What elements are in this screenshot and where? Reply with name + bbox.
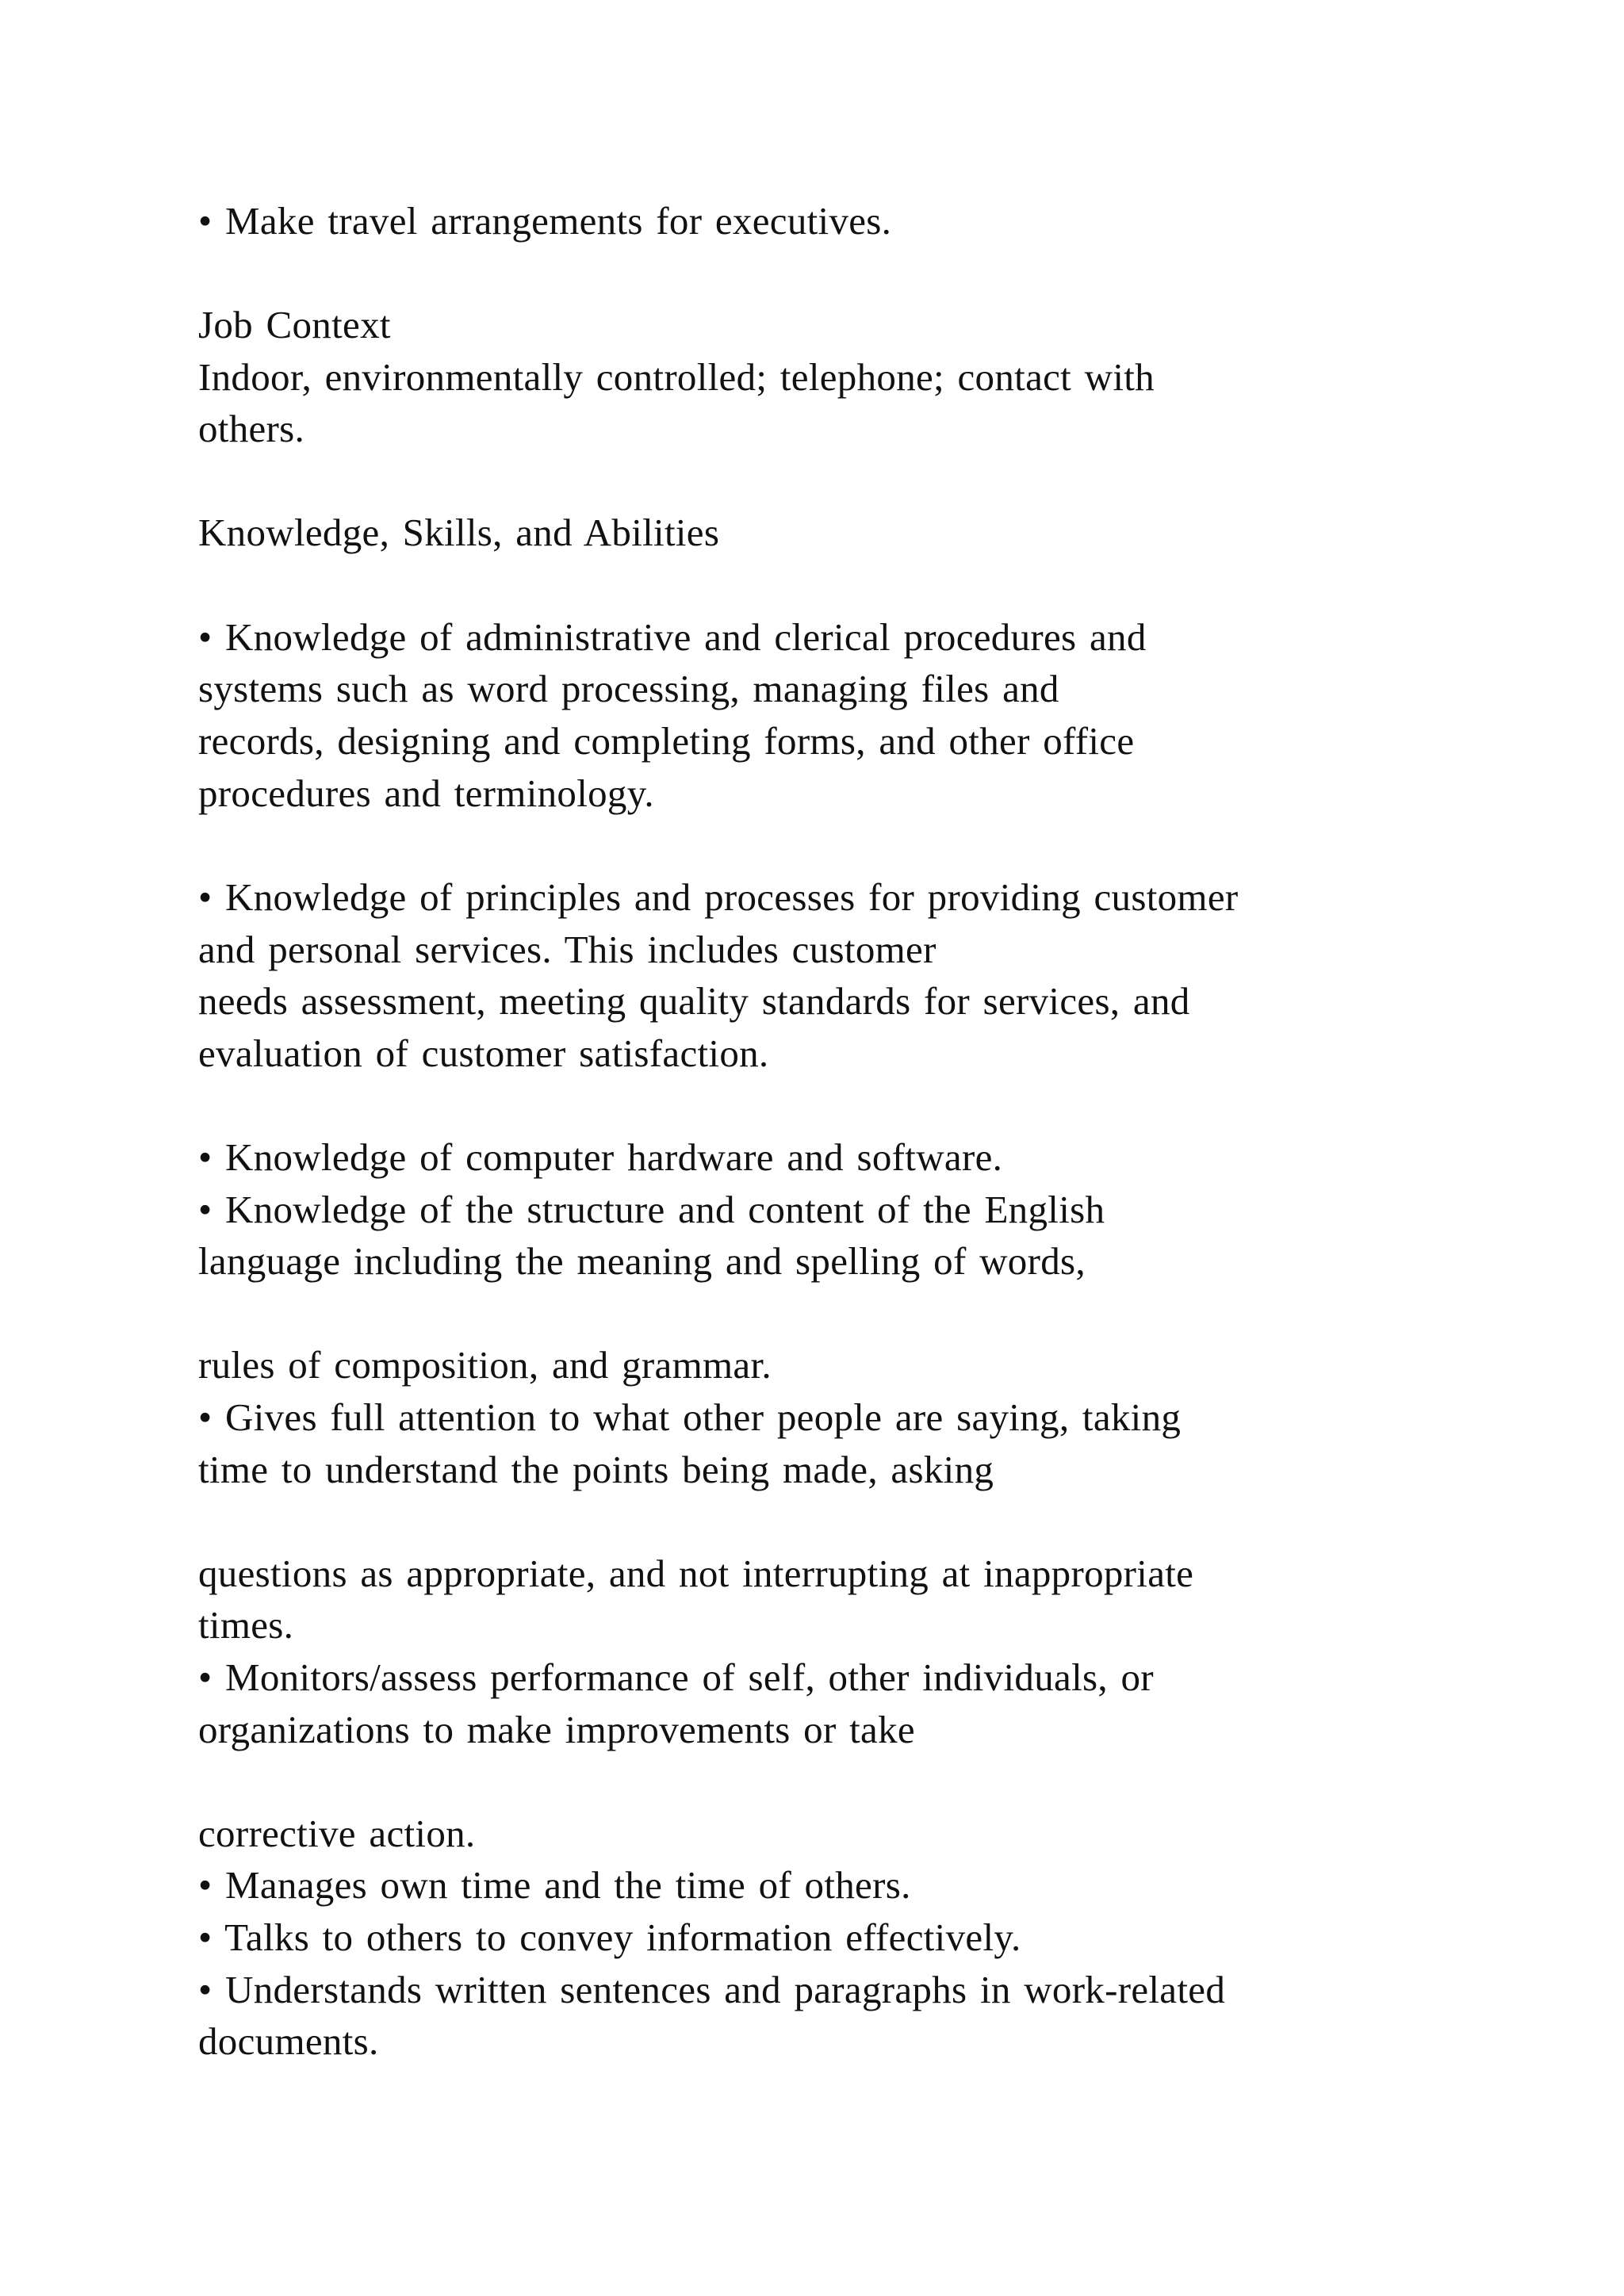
section-heading-ksa: Knowledge, Skills, and Abilities [198,511,720,554]
text-line: corrective action. [198,1812,476,1855]
text-line: procedures and terminology. [198,771,654,815]
text-line: times. [198,1603,294,1647]
text-line: • Manages own time and the time of others. [198,1863,911,1907]
text-line: • Talks to others to convey information effectively. [198,1915,1021,1959]
text-line: Indoor, environmentally controlled; telephone; contact with [198,355,1155,399]
text-line: organizations to make improvements or take [198,1708,915,1751]
text-line: • Knowledge of administrative and clerical procedures and [198,615,1147,659]
text-line: evaluation of customer satisfaction. [198,1031,769,1075]
text-line: • Gives full attention to what other people are saying, taking [198,1395,1182,1439]
text-line: others. [198,407,305,450]
text-line: and personal services. This includes customer [198,928,936,971]
text-line: systems such as word processing, managing files and [198,667,1059,710]
text-line: rules of composition, and grammar. [198,1343,772,1387]
text-line: language including the meaning and spelling of words, [198,1239,1086,1283]
text-line: • Monitors/assess performance of self, other individuals, or [198,1655,1154,1699]
text-line: • Knowledge of principles and processes for providing customer [198,875,1239,919]
text-line: documents. [198,2019,379,2063]
text-line: questions as appropriate, and not interrupting at inappropriate [198,1552,1194,1595]
text-line: • Knowledge of computer hardware and software. [198,1135,1003,1179]
text-line: records, designing and completing forms, and other office [198,719,1135,763]
section-heading-job-context: Job Context [198,303,391,346]
text-line: time to understand the points being made, asking [198,1448,994,1491]
text-line: • Understands written sentences and paragraphs in work-related [198,1968,1226,2011]
text-line: • Make travel arrangements for executives. [198,199,892,243]
text-line: needs assessment, meeting quality standards for services, and [198,979,1190,1023]
text-line: • Knowledge of the structure and content of the English [198,1188,1105,1231]
